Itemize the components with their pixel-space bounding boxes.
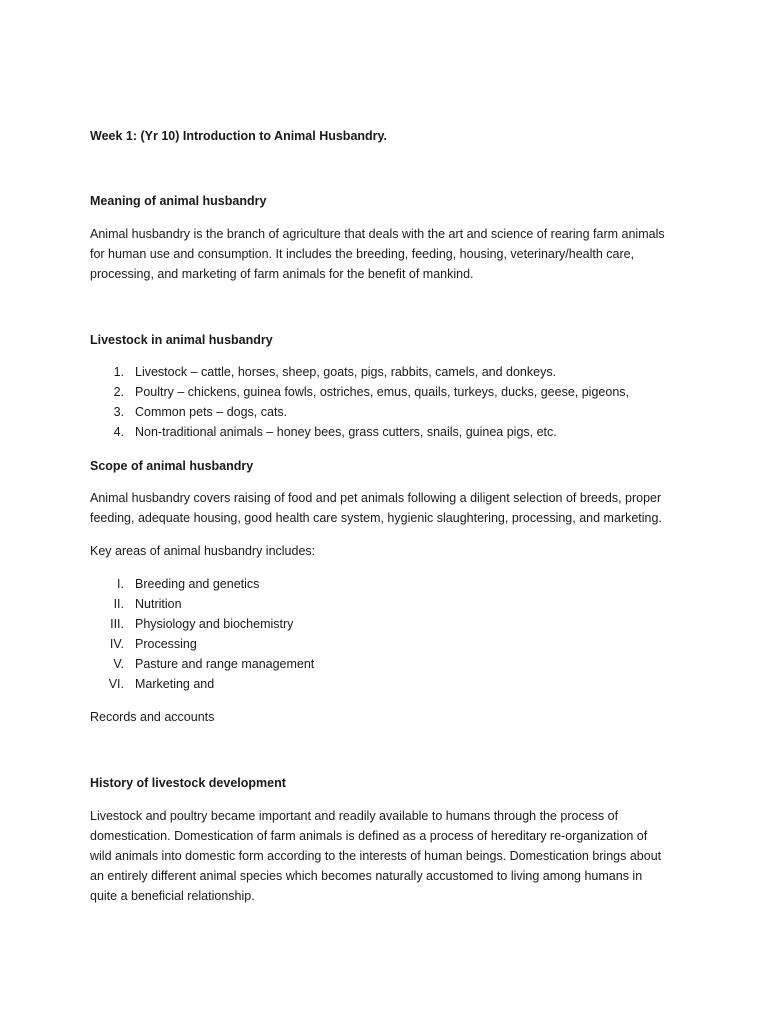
- history-paragraph-line: wild animals into domestic form according to the interests of human beings. Domestication brings about: [90, 849, 662, 863]
- list-item: Processing: [135, 637, 197, 651]
- list-marker: II.: [113, 597, 124, 611]
- list-marker: III.: [110, 617, 124, 631]
- livestock-heading: Livestock in animal husbandry: [90, 333, 273, 347]
- scope-paragraph-line: feeding, adequate housing, good health care system, hygienic slaughtering, processing, and marketing.: [90, 511, 662, 525]
- list-item: Breeding and genetics: [135, 577, 260, 591]
- meaning-paragraph-line: processing, and marketing of farm animals for the benefit of mankind.: [90, 267, 474, 281]
- history-paragraph-line: an entirely different animal species which becomes naturally accustomed to living among humans in: [90, 869, 643, 883]
- scope-heading: Scope of animal husbandry: [90, 459, 254, 473]
- history-paragraph-line: quite a beneficial relationship.: [90, 889, 255, 903]
- history-heading: History of livestock development: [90, 776, 286, 790]
- list-marker: 2.: [113, 385, 124, 399]
- records-and-accounts: Records and accounts: [90, 710, 215, 724]
- list-marker: V.: [113, 657, 124, 671]
- list-item: Marketing and: [135, 677, 215, 691]
- list-item: Pasture and range management: [135, 657, 315, 671]
- scope-paragraph-line: Animal husbandry covers raising of food and pet animals following a diligent selection of breeds, proper: [90, 491, 662, 505]
- meaning-paragraph-line: for human use and consumption. It includes the breeding, feeding, housing, veterinary/health care,: [90, 247, 635, 261]
- history-paragraph-line: Livestock and poultry became important and readily available to humans through the process of: [90, 809, 619, 823]
- list-item: Nutrition: [135, 597, 182, 611]
- list-item: Common pets – dogs, cats.: [135, 405, 288, 419]
- meaning-heading: Meaning of animal husbandry: [90, 194, 267, 208]
- list-item: Non-traditional animals – honey bees, grass cutters, snails, guinea pigs, etc.: [135, 425, 557, 439]
- meaning-paragraph-line: Animal husbandry is the branch of agriculture that deals with the art and science of rearing farm animals: [90, 227, 665, 241]
- history-paragraph-line: domestication. Domestication of farm animals is defined as a process of hereditary re-organization of: [90, 829, 648, 843]
- list-marker: 4.: [113, 425, 124, 439]
- list-marker: 3.: [113, 405, 124, 419]
- document-title: Week 1: (Yr 10) Introduction to Animal Husbandry.: [90, 129, 388, 143]
- list-marker: 1.: [113, 365, 124, 379]
- list-marker: I.: [117, 577, 124, 591]
- list-item: Livestock – cattle, horses, sheep, goats, pigs, rabbits, camels, and donkeys.: [135, 365, 557, 379]
- list-marker: IV.: [109, 637, 124, 651]
- list-item: Physiology and biochemistry: [135, 617, 294, 631]
- list-marker: VI.: [108, 677, 124, 691]
- list-item: Poultry – chickens, guinea fowls, ostriches, emus, quails, turkeys, ducks, geese, pigeons,: [135, 385, 629, 399]
- key-areas-intro: Key areas of animal husbandry includes:: [90, 544, 316, 558]
